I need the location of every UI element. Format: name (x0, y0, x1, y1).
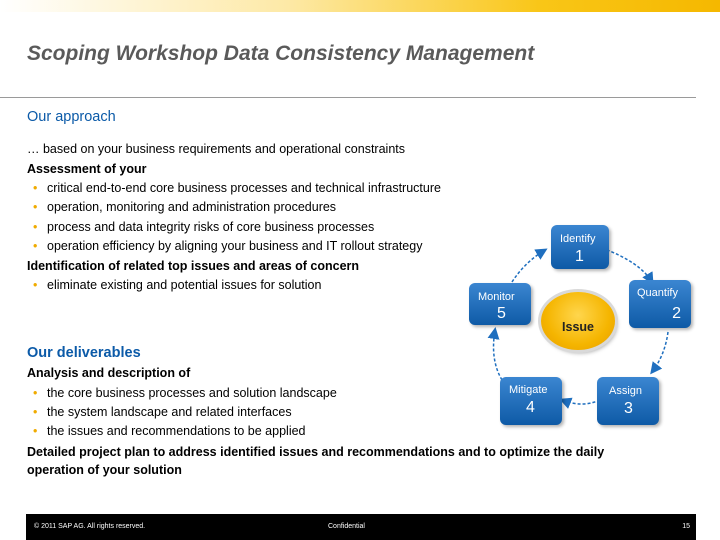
footer-page-number: 15 (682, 523, 690, 530)
cycle-step-quantify (629, 280, 691, 328)
project-plan-line-1: Detailed project plan to address identified issues and recommendations and to optimize the daily (27, 445, 605, 459)
arrow-monitor-to-identify (512, 250, 545, 282)
cycle-step-number: 3 (624, 400, 633, 417)
cycle-step-label: Assign (609, 385, 643, 397)
issue-label: Issue (562, 320, 594, 334)
project-plan-line-2: operation of your solution (27, 463, 182, 477)
footer-confidential: Confidential (328, 523, 365, 530)
analysis-heading: Analysis and description of (27, 366, 191, 380)
identification-item: • eliminate existing and potential issues for solution (27, 276, 321, 295)
footer-copyright: © 2011 SAP AG. All rights reserved. (34, 523, 146, 530)
cycle-step-monitor (469, 283, 531, 325)
footer-bar (26, 514, 696, 540)
cycle-step-number: 1 (575, 248, 584, 265)
assessment-item: • critical end-to-end core business processes and technical infrastructure (27, 179, 441, 198)
assessment-item: • process and data integrity risks of core business processes (27, 218, 374, 237)
cycle-step-number: 4 (526, 399, 535, 416)
arrow-quantify-to-assign (652, 332, 668, 372)
cycle-step-label: Monitor (478, 291, 515, 303)
assessment-item: • operation, monitoring and administration procedures (27, 198, 336, 217)
approach-intro: … based on your business requirements and operational constraints (27, 142, 405, 156)
analysis-item: • the core business processes and solution landscape (27, 384, 337, 403)
cycle-step-assign (597, 377, 659, 425)
arrow-identify-to-quantify (602, 248, 652, 282)
analysis-item: • the issues and recommendations to be applied (27, 422, 306, 441)
assessment-heading: Assessment of your (27, 162, 147, 176)
issue-center-circle (541, 292, 615, 350)
approach-heading: Our approach (27, 109, 116, 125)
cycle-step-label: Mitigate (509, 384, 548, 396)
assessment-item: • operation efficiency by aligning your business and IT rollout strategy (27, 237, 422, 256)
slide-title: Scoping Workshop Data Consistency Management (27, 42, 535, 65)
analysis-item: • the system landscape and related interfaces (27, 403, 292, 422)
cycle-step-label: Identify (560, 233, 596, 245)
cycle-step-number: 5 (497, 305, 506, 322)
cycle-step-label: Quantify (637, 287, 678, 299)
arrow-assign-to-mitigate (562, 400, 600, 404)
cycle-step-number: 2 (672, 305, 681, 322)
deliverables-heading: Our deliverables (27, 345, 141, 361)
cycle-step-identify (551, 225, 609, 269)
identification-heading: Identification of related top issues and areas of concern (27, 259, 360, 273)
cycle-step-mitigate (500, 377, 562, 425)
arrow-mitigate-to-monitor (494, 330, 502, 380)
